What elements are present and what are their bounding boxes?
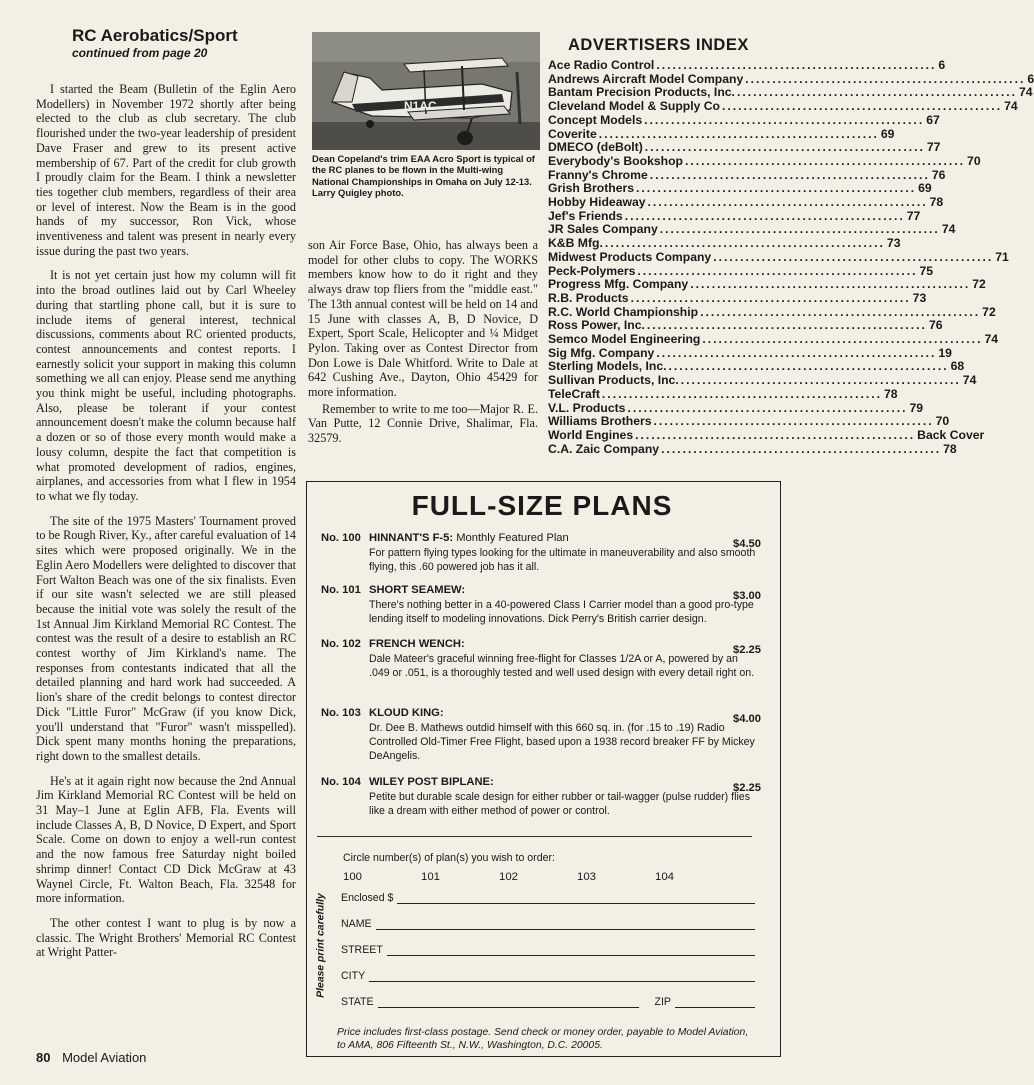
plan-item	[321, 532, 761, 574]
advertiser-page: 19	[938, 345, 952, 360]
advertiser-page: 67	[926, 112, 940, 127]
advertiser-page: 68	[950, 359, 965, 374]
advertiser-page: 74	[941, 222, 956, 237]
advertiser-name: Semco Model Engineering	[548, 332, 701, 347]
leader-dots	[720, 100, 1004, 114]
leader-dots	[659, 443, 943, 457]
enclosed-amount-field[interactable]	[341, 892, 755, 904]
plan-price: $4.50	[733, 538, 761, 550]
advertiser-page: 73	[886, 236, 901, 251]
plan-number: No. 100	[321, 532, 361, 544]
leader-dots	[735, 86, 1019, 100]
advertisers-list	[548, 58, 1034, 456]
advertiser-entry	[548, 277, 986, 292]
plan-price: $4.00	[733, 713, 761, 725]
advertiser-page: 78	[943, 441, 957, 456]
paragraph: He's at it again right now because the 2nd Annual Jim Kirkland Memorial RC Contest will be held on 31 May–1 June at Eglin AFB, Fla. Events will include Classes A, B, D Novice, D Expert, and Sport Scale. Come on down to enjoy a well-run contest and the now famous free Saturday night boiled shrimp dinner! Contact CD Dick McGraw at 43 Waynel Circle, Ft. Walton Beach, Fla. 32548 for more information.	[36, 773, 296, 906]
advertiser-entry	[548, 400, 924, 416]
plan-item	[321, 638, 761, 680]
leader-dots	[683, 155, 967, 169]
advertiser-page: 77	[906, 208, 921, 223]
leader-dots	[642, 114, 926, 128]
leader-dots	[643, 141, 927, 155]
advertiser-page: 77	[926, 140, 941, 155]
plan-option-103[interactable]: 103	[577, 871, 597, 883]
plan-description: Dale Mateer's graceful winning free-flight for Classes 1/2A or A, powered by an .049 or .051, is a thoroughly tested and well used design with every detail right on.	[369, 653, 755, 679]
advertiser-name: DMECO (deBolt)	[548, 140, 643, 155]
advertiser-name: K&B Mfg.	[548, 236, 603, 251]
photo-caption: Dean Copeland's trim EAA Acro Sport is typical of the RC planes to be flown in the Multi-wing National Championships in Omaha on July 12-13. Larry Quigley photo.	[312, 153, 535, 199]
advertiser-page: 69	[918, 181, 932, 196]
advertiser-name: Concept Models	[548, 112, 643, 127]
advertiser-entry	[548, 71, 1034, 87]
advertiser-name: TeleCraft	[548, 386, 600, 401]
advertiser-page: 74	[1004, 99, 1018, 114]
plan-subtitle: Monthly Featured Plan	[456, 532, 569, 544]
leader-dots	[654, 347, 938, 361]
advertiser-name: Sullivan Products, Inc.	[548, 373, 679, 388]
plan-number: No. 103	[321, 707, 361, 719]
plan-price: $2.25	[733, 782, 761, 794]
plan-item	[321, 707, 761, 763]
advertiser-page: 73	[912, 290, 927, 305]
page-number: 80	[36, 1050, 51, 1065]
advertiser-page: 74	[1019, 85, 1033, 100]
advertiser-entry	[548, 58, 946, 73]
zip-label: ZIP	[654, 996, 671, 1008]
enclosed-label: Enclosed $	[341, 892, 394, 904]
plan-name: WILEY POST BIPLANE:	[369, 776, 494, 788]
advertiser-name: R.B. Products	[548, 290, 629, 305]
leader-dots	[597, 128, 881, 142]
advertiser-entry	[548, 181, 932, 196]
name-field[interactable]	[341, 918, 755, 930]
advertiser-name: Franny's Chrome	[548, 167, 648, 182]
order-prompt: Circle number(s) of plan(s) you wish to order:	[343, 852, 555, 864]
advertiser-name: Ace Radio Control	[548, 58, 655, 72]
divider	[317, 836, 752, 837]
leader-dots	[679, 374, 963, 388]
plan-description: There's nothing better in a 40-powered Class I Carrier model than a good pro-type lending itself to modeling innovations. Dick Perry's British carrier design.	[369, 599, 754, 625]
biplane-illustration	[312, 32, 540, 150]
advertiser-entry	[548, 386, 898, 402]
plan-number-options	[343, 871, 733, 883]
paragraph: I started the Beam (Bulletin of the Eglin Aero Modellers) in November 1972 shortly after being elected to the club as club secretary. The club flourished under the two-year leadership of president Dave Fraser and grew to its present active membership of 67. Part of the credit for club growth I proudly claim for the Beam. I think a newsletter ties together club members, regardless of their area or level of interest. Now the Beam is in the good hands of my successor, Ron Vick, whose inventiveness and talent was present in nearly every issue during the past two years.	[36, 82, 296, 258]
plan-item	[321, 584, 761, 626]
plan-description: For pattern flying types looking for the ultimate in maneuverability and also smooth flying, this .60 powered job has it all.	[369, 547, 756, 573]
advertiser-page: 78	[929, 195, 944, 210]
advertisers-index	[548, 36, 1034, 456]
plan-price: $2.25	[733, 644, 761, 656]
leader-dots	[635, 265, 919, 279]
advertiser-page: 79	[909, 400, 924, 415]
leader-dots	[646, 196, 930, 210]
advertiser-entry	[548, 427, 985, 443]
advertiser-entry	[548, 263, 934, 279]
advertiser-entry	[548, 441, 957, 457]
plan-name: SHORT SEAMEW:	[369, 584, 466, 596]
print-carefully-label: Please print carefully	[315, 893, 327, 998]
city-label: CITY	[341, 970, 366, 982]
street-label: STREET	[341, 944, 383, 956]
leader-dots	[654, 59, 938, 73]
leader-dots	[743, 73, 1027, 87]
advertiser-entry	[548, 153, 981, 169]
advertiser-page: 69	[880, 126, 895, 141]
advertiser-name: Williams Brothers	[548, 414, 652, 429]
advertiser-entry	[548, 318, 943, 333]
plan-option-102[interactable]: 102	[499, 871, 519, 883]
article-column-1	[36, 82, 296, 970]
advertiser-entry	[548, 304, 996, 320]
advertiser-entry	[548, 290, 927, 306]
column-title: RC Aerobatics/Sport	[72, 26, 238, 45]
advertiser-name: Everybody's Bookshop	[548, 153, 683, 168]
plans-order-form	[306, 481, 781, 1057]
street-field[interactable]	[341, 944, 755, 956]
advertiser-page: 70	[935, 414, 950, 429]
paragraph: son Air Force Base, Ohio, has always been a model for other clubs to copy. The WORKS members know how to do it right and they always draw top fliers from the "middle east." The 13th annual contest will be held on 14 and 15 June with classes A, B, D Novice, D Expert, Sport Scale, Helicopter and ¼ Midget Pylon. Taking over as Contest Director from Don Lowe is Dale Whitford. Write to Dale at 642 Cushing Ave., Dayton, Ohio 45429 for more information.	[308, 238, 538, 400]
advertiser-name: World Engines	[548, 427, 634, 442]
leader-dots	[623, 210, 907, 224]
advertiser-page: 74	[984, 332, 999, 347]
city-field[interactable]	[341, 970, 755, 982]
advertiser-name: R.C. World Championship	[548, 304, 699, 319]
advertiser-entry	[548, 249, 1009, 265]
order-footnote: Price includes first-class postage. Send check or money order, payable to Model Aviation, to AMA, 806 Fifteenth St., N.W., Washington, D.C. 20005.	[337, 1027, 749, 1051]
advertiser-name: Midwest Products Company	[548, 249, 712, 264]
leader-dots	[688, 278, 972, 292]
advertiser-page: 70	[967, 153, 981, 168]
advertiser-page: 72	[982, 304, 996, 319]
leader-dots	[625, 402, 909, 416]
leader-dots	[645, 319, 929, 333]
plan-number: No. 104	[321, 776, 361, 788]
advertiser-name: Cleveland Model & Supply Co	[548, 99, 720, 114]
plan-name: KLOUD KING:	[369, 707, 444, 719]
advertiser-name: Sig Mfg. Company	[548, 345, 655, 360]
advertiser-name: JR Sales Company	[548, 222, 658, 237]
advertiser-entry	[548, 345, 952, 361]
advertiser-name: Ross Power, Inc.	[548, 318, 645, 333]
advertiser-name: V.L. Products	[548, 400, 626, 415]
advertiser-entry	[548, 414, 950, 429]
article-column-2	[308, 238, 538, 448]
advertiser-name: Peck-Polymers	[548, 263, 636, 278]
advertiser-page: Back Cover	[917, 427, 985, 442]
advertiser-entry	[548, 208, 921, 224]
continued-note: continued from page 20	[72, 46, 208, 60]
registration-text: N1AC	[404, 99, 437, 113]
advertiser-entry	[548, 373, 977, 388]
page-footer	[36, 1050, 146, 1065]
advertiser-entry	[548, 167, 946, 183]
advertiser-page: 78	[884, 386, 898, 401]
advertiser-name: Progress Mfg. Company	[548, 277, 689, 292]
print-carefully-label-wrap	[311, 890, 331, 1008]
name-label: NAME	[341, 918, 372, 930]
plan-number: No. 102	[321, 638, 361, 650]
leader-dots	[698, 306, 982, 320]
plan-description: Petite but durable scale design for either rubber or tail-wagger (pulse rudder) flies like a dream with either method of power or control.	[369, 791, 750, 817]
state-label: STATE	[341, 996, 374, 1008]
advertiser-name: Coverite	[548, 126, 597, 141]
leader-dots	[652, 415, 936, 429]
plan-number: No. 101	[321, 584, 361, 596]
plan-price: $3.00	[733, 590, 761, 602]
leader-dots	[700, 333, 984, 347]
leader-dots	[600, 388, 884, 402]
plans-title: FULL-SIZE PLANS	[411, 490, 673, 521]
paragraph: The site of the 1975 Masters' Tournament proved to be Rough River, Ky., after careful evaluation of 14 sites which were proposed originally. We in the Eglin Aero Modellers were delighted to discover that Fort Walton Beach was one of the six finalists. Even if our site wasn't selected we are still pleased because the initial vote was solely the result of the 1st Annual Jim Kirkland Memorial RC Contest. The contest was the result of a desire to establish an RC contest worthy of Jim Kirkland's name. The responses from contestants indicated that all the detailed planning and hard work had succeeded. A lion's share of the credit belongs to contest director Dick "Little Furor" McGraw (if you know Dick, you'll understand that "Furor" wasn't misspelled). Dick spent many months honing the preparations, right down to the smallest details.	[36, 513, 296, 763]
advertiser-name: Bantam Precision Products, Inc.	[548, 85, 735, 100]
leader-dots	[667, 360, 951, 374]
magazine-name: Model Aviation	[62, 1050, 147, 1065]
plan-name: FRENCH WENCH:	[369, 638, 465, 650]
advertiser-page: 6	[1027, 71, 1034, 86]
plan-option-101[interactable]: 101	[421, 871, 441, 883]
advertiser-page: 74	[962, 373, 977, 388]
advertiser-entry	[548, 126, 895, 142]
biplane-photo	[312, 32, 540, 150]
advertiser-name: Grish Brothers	[548, 181, 635, 196]
advertiser-entry	[548, 195, 944, 210]
advertiser-page: 72	[972, 277, 986, 292]
advertiser-entry	[548, 359, 965, 374]
plan-name: HINNANT'S F-5:	[369, 532, 454, 544]
state-zip-field[interactable]	[341, 996, 755, 1008]
paragraph: Remember to write to me too—Major R. E. Van Putte, 12 Connie Drive, Shalimar, Fla. 32579.	[308, 401, 538, 446]
advertiser-entry	[548, 112, 940, 128]
plan-option-100[interactable]: 100	[343, 871, 363, 883]
leader-dots	[658, 223, 942, 237]
plan-option-104[interactable]: 104	[655, 871, 675, 883]
advertiser-page: 76	[931, 167, 946, 182]
advertiser-name: Hobby Hideaway	[548, 195, 646, 210]
advertiser-page: 6	[938, 58, 946, 72]
leader-dots	[603, 237, 887, 251]
paragraph: It is not yet certain just how my column will fit into the broad outlines laid out by Carl Wheeley during that startling phone call, but it is sure to include items of general interest, technical discussions, comments about RC oriented products, contest announcements and contest reports. I earnestly solicit your support in making this column something we all can enjoy. Please send me anything you think might be useful, including photographs. Also, please be tolerant if your contest announcement doesn't make the column because half a dozen or so of those every month would make a lousy column, despite the fact that competition is what promoted development of radios, engines, airplanes, and accessories from what I flew in 1954 to what we fly today.	[36, 268, 296, 503]
leader-dots	[648, 169, 932, 183]
leader-dots	[711, 251, 995, 265]
advertiser-page: 75	[919, 263, 934, 278]
leader-dots	[633, 429, 917, 443]
advertiser-entry	[548, 140, 941, 155]
advertiser-entry	[548, 85, 1033, 100]
advertiser-entry	[548, 99, 1018, 114]
advertiser-name: Jef's Friends	[548, 208, 623, 223]
advertiser-page: 76	[928, 318, 943, 333]
plan-description: Dr. Dee B. Mathews outdid himself with this 660 sq. in. (for .15 to .19) Radio Controlled Old-Timer Free Flight, based upon a 1938 record breaker FF by Mickey DeAngelis.	[369, 722, 755, 762]
advertisers-index-title: ADVERTISERS INDEX	[568, 36, 749, 54]
advertiser-entry	[548, 222, 956, 237]
advertiser-name: Andrews Aircraft Model Company	[548, 71, 744, 86]
advertiser-name: Sterling Models, Inc.	[548, 359, 667, 374]
advertiser-entry	[548, 332, 999, 347]
leader-dots	[634, 182, 918, 196]
plan-item	[321, 776, 761, 818]
leader-dots	[629, 292, 913, 306]
paragraph: The other contest I want to plug is by now a classic. The Wright Brothers' Memorial RC Contest at Wright Patter-	[36, 915, 296, 960]
advertiser-name: C.A. Zaic Company	[548, 441, 660, 456]
advertiser-entry	[548, 236, 901, 251]
advertiser-page: 71	[995, 249, 1009, 264]
